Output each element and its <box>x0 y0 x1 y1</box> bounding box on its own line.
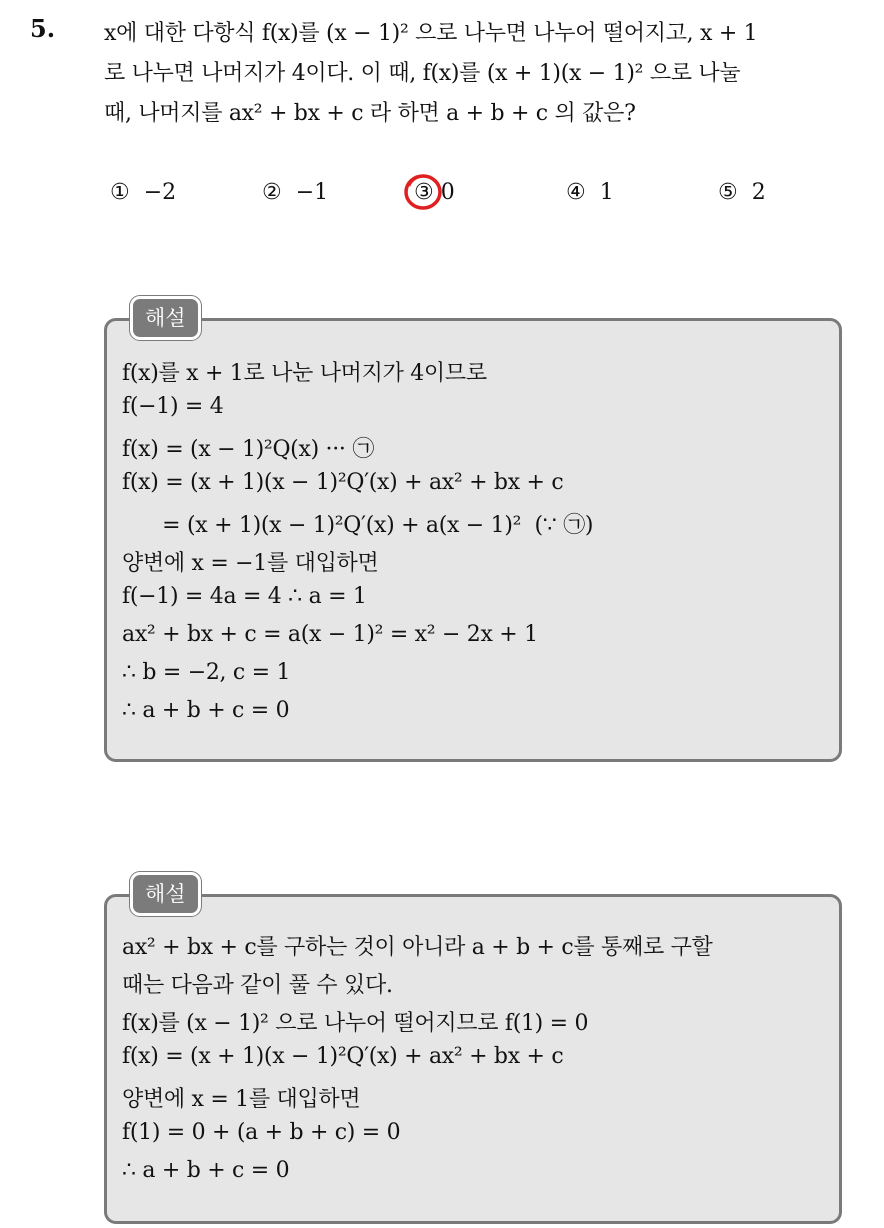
option-3-symbol: ③ <box>414 180 434 205</box>
solution1-line-7: f(−1) = 4a = 4 ∴ a = 1 <box>122 584 367 609</box>
option-1-symbol: ① <box>110 180 130 205</box>
option-5-value: 2 <box>751 180 766 205</box>
answer-circle-mark <box>403 172 443 212</box>
option-2[interactable] <box>262 180 328 205</box>
solution1-line-8: ax² + bx + c = a(x − 1)² = x² − 2x + 1 <box>122 622 538 647</box>
solution-tag-2: 해설 <box>130 872 201 916</box>
option-4-value: 1 <box>599 180 614 205</box>
option-4-symbol: ④ <box>566 180 586 205</box>
solution-tag-1: 해설 <box>130 296 201 340</box>
option-1[interactable] <box>110 180 176 205</box>
solution2-line-4: f(x) = (x + 1)(x − 1)²Q′(x) + ax² + bx + c <box>122 1044 564 1069</box>
question-line-3: 때, 나머지를 ax² + bx + c 라 하면 a + b + c 의 값은? <box>104 101 636 126</box>
solution2-line-7: ∴ a + b + c = 0 <box>122 1158 290 1183</box>
option-5[interactable] <box>718 180 766 205</box>
solution2-line-6: f(1) = 0 + (a + b + c) = 0 <box>122 1120 401 1145</box>
option-1-value: −2 <box>143 180 177 205</box>
solution1-line-3: f(x) = (x − 1)²Q(x) ··· ㉠ <box>122 437 375 462</box>
question-line-2: 로 나누면 나머지가 4이다. 이 때, f(x)를 (x + 1)(x − 1)² 으로 나눌 <box>104 61 741 86</box>
solution2-line-5: 양변에 x = 1를 대입하면 <box>122 1087 361 1112</box>
solution2-line-2: 때는 다음과 같이 풀 수 있다. <box>122 973 393 998</box>
solution1-line-1: f(x)를 x + 1로 나눈 나머지가 4이므로 <box>122 361 487 386</box>
question-number: 5. <box>30 14 56 43</box>
option-2-value: −1 <box>295 180 329 205</box>
solution1-line-2: f(−1) = 4 <box>122 394 224 419</box>
solution1-line-9: ∴ b = −2, c = 1 <box>122 660 291 685</box>
option-4[interactable] <box>566 180 614 205</box>
solution1-line-4: f(x) = (x + 1)(x − 1)²Q′(x) + ax² + bx + c <box>122 470 564 495</box>
solution1-line-5: = (x + 1)(x − 1)²Q′(x) + a(x − 1)² (∵ ㉠) <box>122 513 594 538</box>
question-line-1: x에 대한 다항식 f(x)를 (x − 1)² 으로 나누면 나누어 떨어지고, x + 1 <box>104 21 758 46</box>
option-3-value: 0 <box>440 180 455 205</box>
solution2-line-3: f(x)를 (x − 1)² 으로 나누어 떨어지므로 f(1) = 0 <box>122 1011 589 1036</box>
solution2-line-1: ax² + bx + c를 구하는 것이 아니라 a + b + c를 통째로 구할 <box>122 935 713 960</box>
option-2-symbol: ② <box>262 180 282 205</box>
solution1-line-10: ∴ a + b + c = 0 <box>122 698 290 723</box>
solution1-line-6: 양변에 x = −1를 대입하면 <box>122 551 379 576</box>
option-5-symbol: ⑤ <box>718 180 738 205</box>
